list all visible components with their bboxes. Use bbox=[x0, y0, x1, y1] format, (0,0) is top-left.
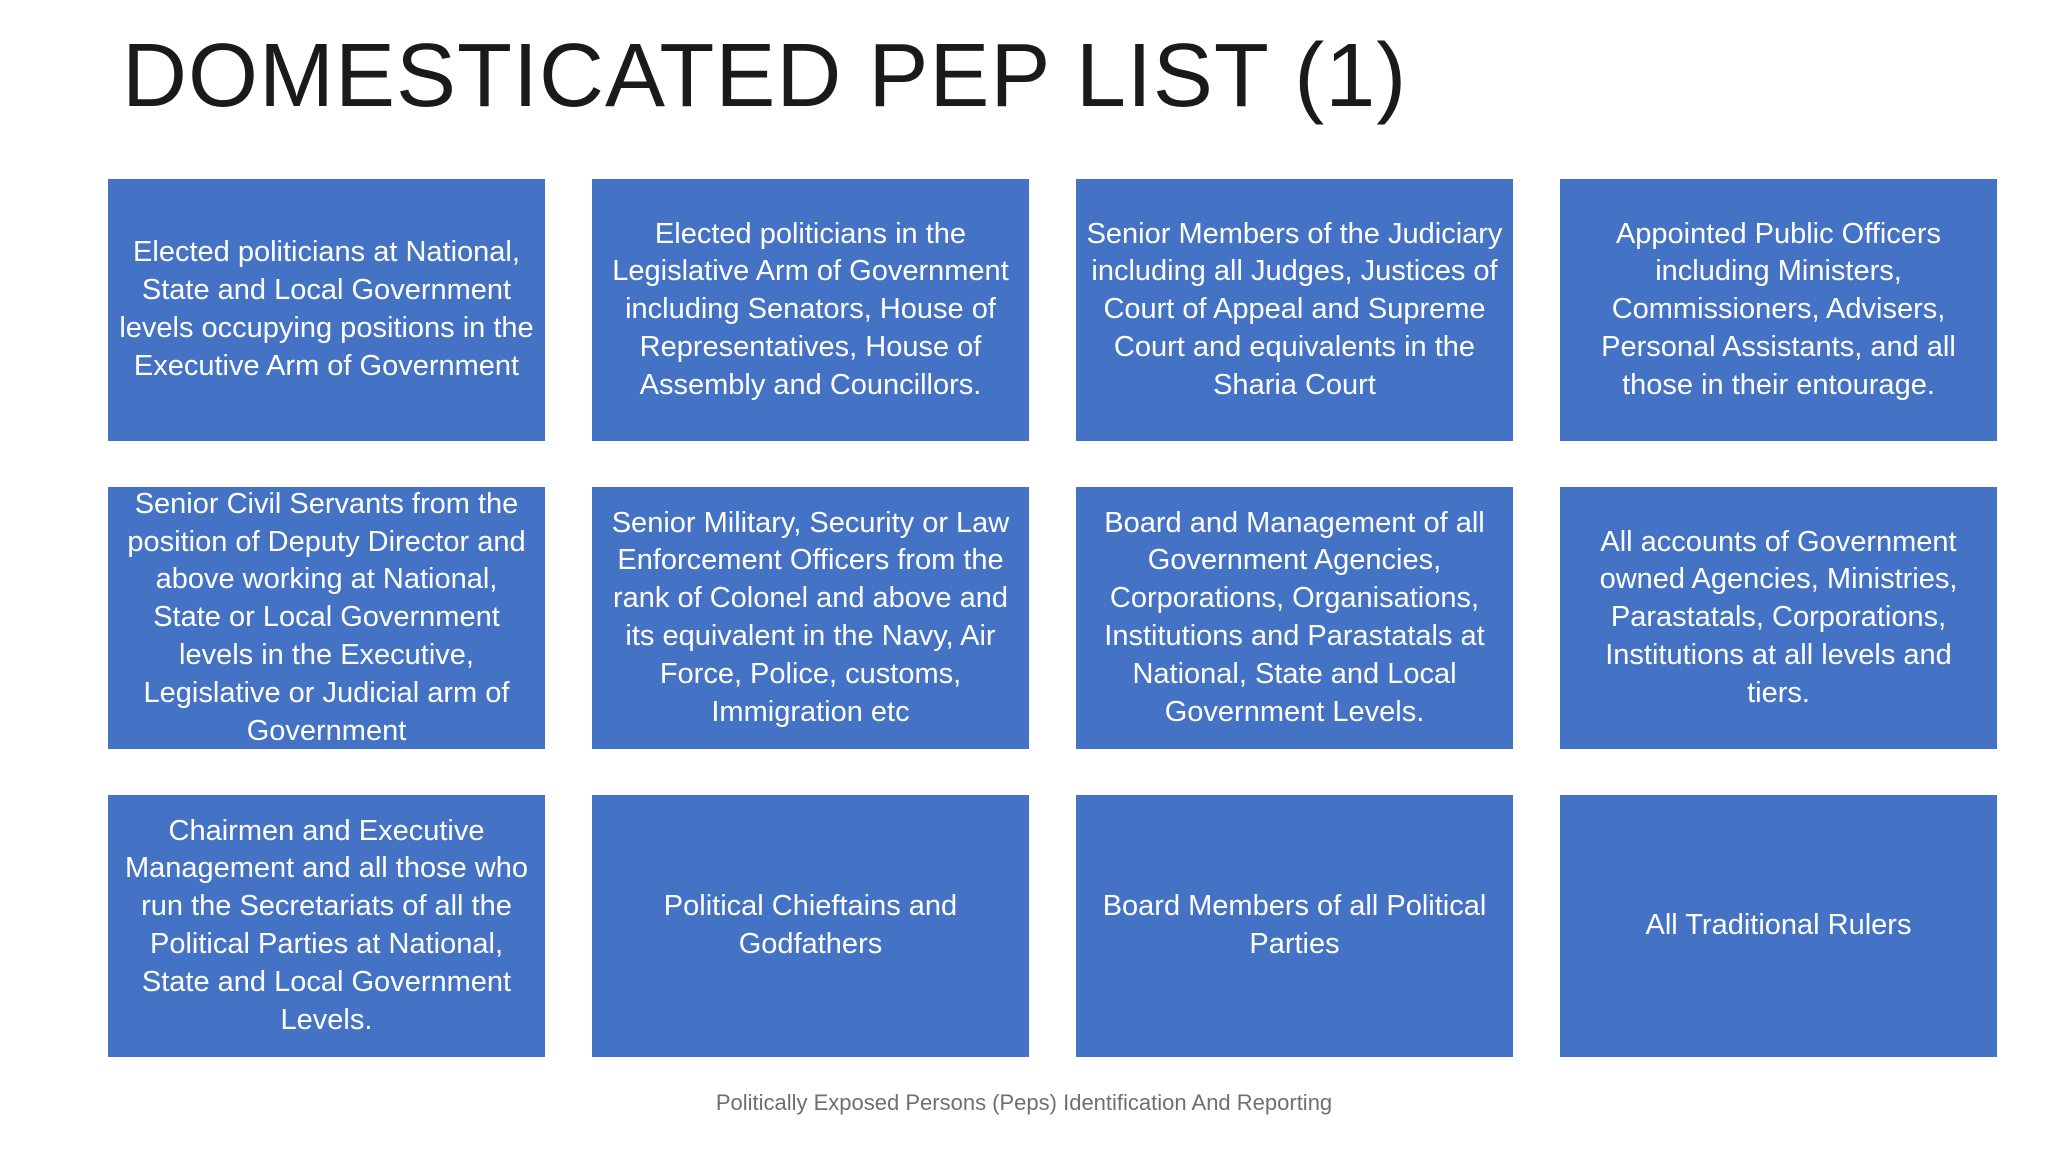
tile-text: Political Chieftains and Godfathers bbox=[663, 890, 958, 960]
slide-footer: Politically Exposed Persons (Peps) Identification And Reporting bbox=[715, 1090, 1333, 1115]
tile-text: Appointed Public Officers including Ministers, Commissioners, Advisers, Personal Assistants, and all those in their entourage. bbox=[1601, 217, 1956, 401]
tile-traditional-rulers bbox=[1560, 795, 1997, 1057]
tile-text: Chairmen and Executive Management and all those who run the Secretariats of all the Political Parties at National, State and Local Government Levels. bbox=[124, 814, 529, 1036]
tile-government-accounts bbox=[1560, 487, 1997, 749]
tile-appointed-officers bbox=[1560, 179, 1997, 441]
tile-government-agencies bbox=[1076, 487, 1513, 749]
tile-political-chieftains bbox=[592, 795, 1029, 1057]
tile-text: Senior Civil Servants from the position of Deputy Director and above working at National, State or Local Government levels in the Executive, Legislative or Judicial arm of Government bbox=[127, 487, 526, 747]
tile-party-board-members bbox=[1076, 795, 1513, 1057]
tile-text: Senior Military, Security or Law Enforcement Officers from the rank of Colonel and above and its equivalent in the Navy, Air Force, Police, customs, Immigration etc bbox=[611, 506, 1010, 728]
tile-party-executives bbox=[108, 795, 545, 1057]
tile-civil-servants bbox=[108, 487, 545, 749]
tile-elected-legislative bbox=[592, 179, 1029, 441]
tile-text: Senior Members of the Judiciary including all Judges, Justices of Court of Appeal and Supreme Court and equivalents in the Sharia Court bbox=[1086, 217, 1503, 401]
tile-text: Board and Management of all Government Agencies, Corporations, Organisations, Institutions and Parastatals at National, State and Local Government Levels. bbox=[1104, 506, 1485, 728]
tile-judiciary bbox=[1076, 179, 1513, 441]
tile-text: Board Members of all Political Parties bbox=[1102, 890, 1487, 960]
tile-text: All accounts of Government owned Agencies, Ministries, Parastatals, Corporations, Institutions at all levels and tiers. bbox=[1599, 525, 1958, 709]
tile-text: Elected politicians in the Legislative Arm of Government including Senators, House of Representatives, House of Assembly and Councillors. bbox=[612, 217, 1009, 401]
pep-category-grid bbox=[108, 179, 1997, 1057]
tile-elected-executive bbox=[108, 179, 545, 441]
tile-military-security bbox=[592, 487, 1029, 749]
slide-title: DOMESTICATED PEP LIST (1) bbox=[122, 26, 1408, 126]
tile-text: All Traditional Rulers bbox=[1645, 909, 1912, 942]
tile-text: Elected politicians at National, State and Local Government levels occupying positions in the Executive Arm of Government bbox=[119, 236, 534, 382]
